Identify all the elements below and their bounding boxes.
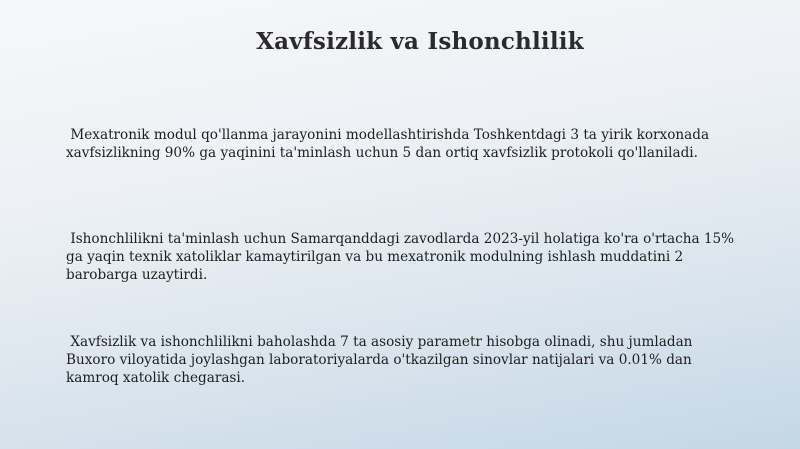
- paragraph-reliability: Ishonchlilikni ta'minlash uchun Samarqanddagi zavodlarda 2023-yil holatiga ko'ra o'rtacha 15% ga yaqin texnik xatoliklar kamaytirilgan va bu mexatronik modulning ishlash muddatini 2 barobarga uzaytirdi.: [66, 231, 739, 283]
- slide-title: Xavfsizlik va Ishonchlilik: [256, 28, 584, 55]
- paragraph-evaluation: Xavfsizlik va ishonchlilikni baholashda 7 ta asosiy parametr hisobga olinadi, shu jumladan Buxoro viloyatida joylashgan laboratoriyalarda o'tkazilgan sinovlar natijalari va 0.01% dan kamroq xatolik chegarasi.: [66, 334, 697, 386]
- paragraph-safety-protocols: Mexatronik modul qo'llanma jarayonini modellashtirishda Toshkentdagi 3 ta yirik korxonada xavfsizlikning 90% ga yaqinini ta'minlash uchun 5 dan ortiq xavfsizlik protokoli qo'llaniladi.: [66, 127, 714, 161]
